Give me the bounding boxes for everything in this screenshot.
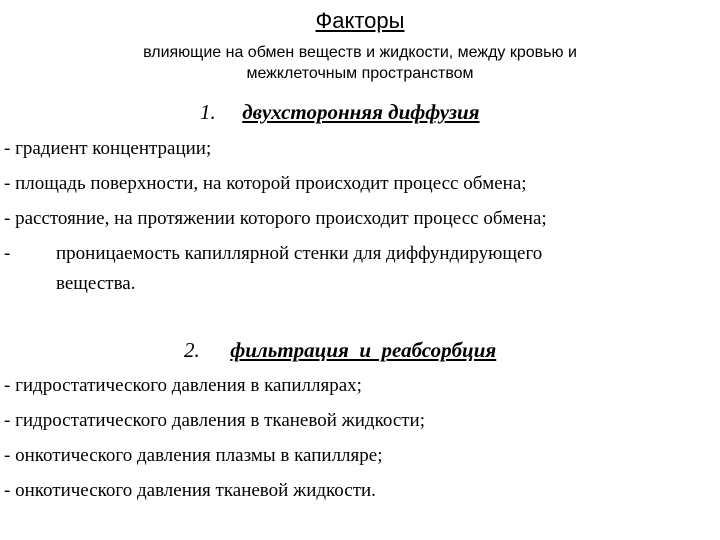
list-item: - гидростатического давления в капиллярах; [4,375,362,396]
page-title: Факторы [315,8,405,33]
section-1-label: двухсторонняя диффузия [242,100,480,124]
subtitle [60,42,660,84]
list-item: - площадь поверхности, на которой происходит процесс обмена; [4,173,527,194]
subtitle-line-1: влияющие на обмен веществ и жидкости, между кровью и [143,44,577,61]
list-item: - гидростатического давления в тканевой жидкости; [4,410,425,431]
section-2-number: 2. [184,338,200,362]
list-item: - онкотического давления плазмы в капилляре; [4,445,383,466]
list-item-dash: - [4,243,11,264]
section-2-heading [184,338,496,363]
list-item: - градиент концентрации; [4,138,212,159]
subtitle-line-2: межклеточным пространством [246,65,474,82]
list-item: проницаемость капиллярной стенки для диффундирующего [56,243,543,264]
list-item-continuation: вещества. [56,273,136,294]
list-item: - онкотического давления тканевой жидкости. [4,480,376,501]
section-2-label: фильтрация и реабсорбция [230,338,497,362]
list-item: - расстояние, на протяжении которого происходит процесс обмена; [4,208,547,229]
section-1-number: 1. [200,100,216,124]
section-1-heading [200,100,480,125]
